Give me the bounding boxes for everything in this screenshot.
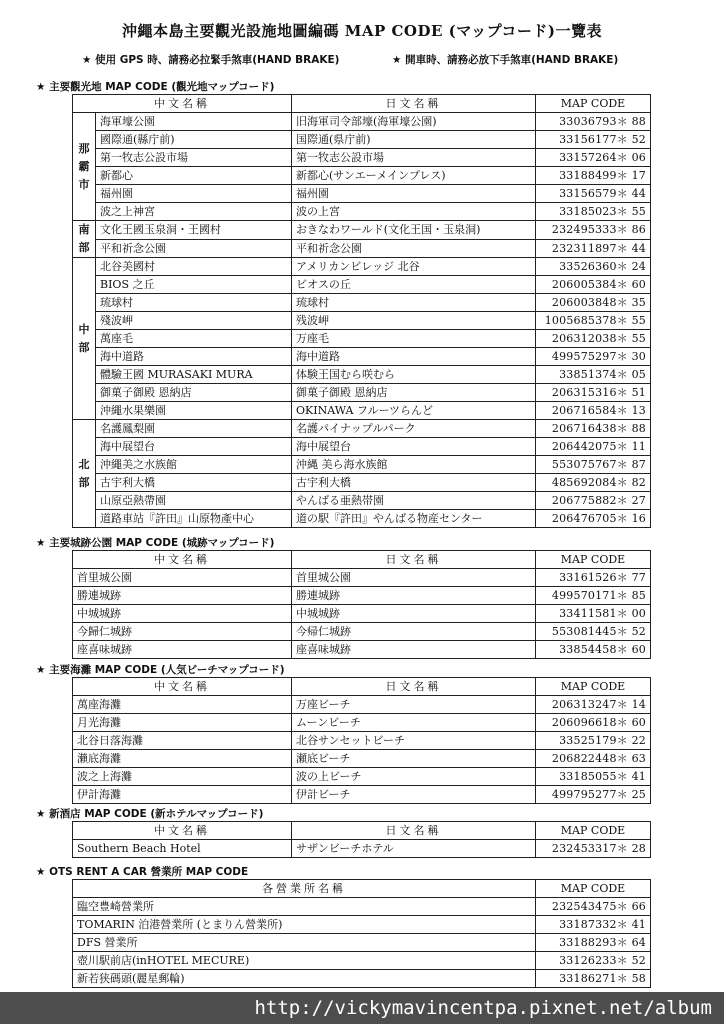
japanese-name-cell: ビオスの丘 xyxy=(292,276,536,294)
map-code-cell: 232495333＊ 86 xyxy=(536,221,651,240)
map-code-cell: 206716438＊ 88 xyxy=(536,420,651,438)
map-code-cell: 206005384＊ 60 xyxy=(536,276,651,294)
japanese-name-cell: 琉球村 xyxy=(292,294,536,312)
japanese-name-cell: 道の駅『許田』やんばる物産センター xyxy=(292,510,536,528)
attractions-table xyxy=(72,94,651,528)
table-row xyxy=(73,569,651,587)
japanese-name-cell: 海中道路 xyxy=(292,348,536,366)
office-name-cell: 臨空豊崎營業所 xyxy=(73,898,536,916)
chinese-name-cell: 波之上海灘 xyxy=(73,768,292,786)
japanese-name-cell: 伊計ビーチ xyxy=(292,786,536,804)
japanese-name-cell: 今帰仁城跡 xyxy=(292,623,536,641)
table-row xyxy=(73,113,651,131)
table-row xyxy=(73,898,651,916)
map-code-cell: 206312038＊ 55 xyxy=(536,330,651,348)
section-heading: ★ 主要城跡公園 MAP CODE (城跡マップコード) xyxy=(36,537,275,549)
chinese-name-cell: 御菓子御殿 恩納店 xyxy=(96,384,292,402)
section-heading: ★ 主要海灘 MAP CODE (人気ビーチマップコード) xyxy=(36,664,285,676)
castles-table xyxy=(72,550,651,659)
section-heading: ★ 新酒店 MAP CODE (新ホテルマップコード) xyxy=(36,808,264,820)
map-code-cell: 206003848＊ 35 xyxy=(536,294,651,312)
japanese-name-cell: 瀬底ビーチ xyxy=(292,750,536,768)
chinese-name-cell: 勝連城跡 xyxy=(73,587,292,605)
table-row xyxy=(73,149,651,167)
region-label-text: 北部 xyxy=(78,457,90,489)
chinese-name-cell: 平和祈念公園 xyxy=(96,239,292,258)
table-row xyxy=(73,438,651,456)
table-row xyxy=(73,185,651,203)
table-row xyxy=(73,840,651,858)
map-code-cell: 33854458＊ 60 xyxy=(536,641,651,659)
table-row xyxy=(73,714,651,732)
header-chinese-name: 中文名稱 xyxy=(73,551,292,569)
map-code-cell: 206096618＊ 60 xyxy=(536,714,651,732)
japanese-name-cell: 沖縄 美ら海水族館 xyxy=(292,456,536,474)
japanese-name-cell: 海中展望台 xyxy=(292,438,536,456)
chinese-name-cell: 文化王國玉泉洞・王國村 xyxy=(96,221,292,240)
chinese-name-cell: 萬座毛 xyxy=(96,330,292,348)
japanese-name-cell: ムーンビーチ xyxy=(292,714,536,732)
table-row xyxy=(73,587,651,605)
japanese-name-cell: おきなわワールド(文化王国・玉泉洞) xyxy=(292,221,536,240)
chinese-name-cell: 海中道路 xyxy=(96,348,292,366)
table-row xyxy=(73,641,651,659)
japanese-name-cell: 中城城跡 xyxy=(292,605,536,623)
region-label-text: 那霸市 xyxy=(78,141,90,191)
table-row xyxy=(73,348,651,366)
chinese-name-cell: 海軍壕公園 xyxy=(96,113,292,131)
map-code-cell: 206716584＊ 13 xyxy=(536,402,651,420)
rental-offices-table xyxy=(72,879,651,988)
table-row xyxy=(73,384,651,402)
header-chinese-name: 中文名稱 xyxy=(73,822,292,840)
map-code-cell: 499575297＊ 30 xyxy=(536,348,651,366)
map-code-cell: 33157264＊ 06 xyxy=(536,149,651,167)
chinese-name-cell: 北谷日落海灘 xyxy=(73,732,292,750)
region-label-text: 南部 xyxy=(78,223,90,254)
map-code-cell: 33185055＊ 41 xyxy=(536,768,651,786)
table-row xyxy=(73,402,651,420)
table-row xyxy=(73,294,651,312)
table-header-row xyxy=(73,678,651,696)
map-code-cell: 206476705＊ 16 xyxy=(536,510,651,528)
header-chinese-name: 中文名稱 xyxy=(73,678,292,696)
japanese-name-cell: 体験王国むら咲むら xyxy=(292,366,536,384)
watermark-url-bar: http://vickymavincentpa.pixnet.net/album xyxy=(0,992,724,1024)
chinese-name-cell: 瀨底海灘 xyxy=(73,750,292,768)
table-row xyxy=(73,221,651,240)
japanese-name-cell: 万座毛 xyxy=(292,330,536,348)
header-japanese-name: 日文名稱 xyxy=(292,822,536,840)
chinese-name-cell: BIOS 之丘 xyxy=(96,276,292,294)
map-code-cell: 33156177＊ 52 xyxy=(536,131,651,149)
chinese-name-cell: 座喜味城跡 xyxy=(73,641,292,659)
map-code-cell: 499795277＊ 25 xyxy=(536,786,651,804)
japanese-name-cell: 北谷サンセットビーチ xyxy=(292,732,536,750)
chinese-name-cell: 琉球村 xyxy=(96,294,292,312)
chinese-name-cell: 山原亞熱帶園 xyxy=(96,492,292,510)
table-row xyxy=(73,330,651,348)
header-map-code: MAP CODE xyxy=(536,678,651,696)
header-map-code: MAP CODE xyxy=(536,95,651,113)
section-heading: ★ 主要觀光地 MAP CODE (觀光地マップコード) xyxy=(36,81,275,93)
header-map-code: MAP CODE xyxy=(536,551,651,569)
table-row xyxy=(73,420,651,438)
table-header-row xyxy=(73,551,651,569)
japanese-name-cell: アメリカンビレッジ 北谷 xyxy=(292,258,536,276)
japanese-name-cell: OKINAWA フルーツらんど xyxy=(292,402,536,420)
office-name-cell: TOMARIN 泊港營業所 (とまりん營業所) xyxy=(73,916,536,934)
table-row xyxy=(73,510,651,528)
japanese-name-cell: 万座ビーチ xyxy=(292,696,536,714)
table-row xyxy=(73,366,651,384)
chinese-name-cell: 國際通(縣庁前) xyxy=(96,131,292,149)
japanese-name-cell: 波の上宮 xyxy=(292,203,536,221)
map-code-cell: 33036793＊ 88 xyxy=(536,113,651,131)
map-code-cell: 485692084＊ 82 xyxy=(536,474,651,492)
japanese-name-cell: 首里城公園 xyxy=(292,569,536,587)
region-label xyxy=(73,221,96,258)
table-row xyxy=(73,750,651,768)
map-code-cell: 232453317＊ 28 xyxy=(536,840,651,858)
chinese-name-cell: 海中展望台 xyxy=(96,438,292,456)
map-code-cell: 232543475＊ 66 xyxy=(536,898,651,916)
chinese-name-cell: Southern Beach Hotel xyxy=(73,840,292,858)
japanese-name-cell: 座喜味城跡 xyxy=(292,641,536,659)
table-row xyxy=(73,970,651,988)
office-name-cell: 新若狭碼頭(麗星郵輪) xyxy=(73,970,536,988)
map-code-cell: 553075767＊ 87 xyxy=(536,456,651,474)
chinese-name-cell: 萬座海灘 xyxy=(73,696,292,714)
region-label xyxy=(73,420,96,528)
table-header-row xyxy=(73,880,651,898)
chinese-name-cell: 體驗王國 MURASAKI MURA xyxy=(96,366,292,384)
chinese-name-cell: 今歸仁城跡 xyxy=(73,623,292,641)
chinese-name-cell: 沖繩美之水族館 xyxy=(96,456,292,474)
chinese-name-cell: 北谷美國村 xyxy=(96,258,292,276)
header-map-code: MAP CODE xyxy=(536,880,651,898)
table-row xyxy=(73,696,651,714)
chinese-name-cell: 福州園 xyxy=(96,185,292,203)
table-row xyxy=(73,492,651,510)
map-code-cell: 206775882＊ 27 xyxy=(536,492,651,510)
section-heading: ★ OTS RENT A CAR 營業所 MAP CODE xyxy=(36,866,249,878)
table-row xyxy=(73,916,651,934)
table-header-row xyxy=(73,822,651,840)
table-row xyxy=(73,952,651,970)
japanese-name-cell: 福州園 xyxy=(292,185,536,203)
japanese-name-cell: 新都心(サンエーメインプレス) xyxy=(292,167,536,185)
japanese-name-cell: サザンビーチホテル xyxy=(292,840,536,858)
chinese-name-cell: 波之上神宮 xyxy=(96,203,292,221)
table-row xyxy=(73,131,651,149)
map-code-cell: 206442075＊ 11 xyxy=(536,438,651,456)
chinese-name-cell: 殘波岬 xyxy=(96,312,292,330)
chinese-name-cell: 新都心 xyxy=(96,167,292,185)
table-row xyxy=(73,203,651,221)
map-code-cell: 33188499＊ 17 xyxy=(536,167,651,185)
table-row xyxy=(73,456,651,474)
table-row xyxy=(73,474,651,492)
table-row xyxy=(73,623,651,641)
region-label-text: 中部 xyxy=(78,322,90,354)
header-japanese-name: 日文名稱 xyxy=(292,95,536,113)
table-row xyxy=(73,768,651,786)
chinese-name-cell: 道路車站『許田』山原物產中心 xyxy=(96,510,292,528)
japanese-name-cell: 波の上ビーチ xyxy=(292,768,536,786)
map-code-cell: 206315316＊ 51 xyxy=(536,384,651,402)
table-row xyxy=(73,786,651,804)
table-row xyxy=(73,732,651,750)
header-map-code: MAP CODE xyxy=(536,822,651,840)
header-chinese-name: 中文名稱 xyxy=(73,95,292,113)
chinese-name-cell: 月光海灘 xyxy=(73,714,292,732)
table-row xyxy=(73,276,651,294)
beaches-table xyxy=(72,677,651,804)
office-name-cell: 壺川駅前店(inHOTEL MECURE) xyxy=(73,952,536,970)
note-right: ★ 開車時、請務必放下手煞車(HAND BRAKE) xyxy=(392,54,619,66)
map-code-cell: 33126233＊ 52 xyxy=(536,952,651,970)
japanese-name-cell: 御菓子御殿 恩納店 xyxy=(292,384,536,402)
table-header-row xyxy=(73,95,651,113)
map-code-cell: 232311897＊ 44 xyxy=(536,239,651,258)
map-code-cell: 33526360＊ 24 xyxy=(536,258,651,276)
hotels-table xyxy=(72,821,651,858)
table-row xyxy=(73,239,651,258)
japanese-name-cell: 第一牧志公設市場 xyxy=(292,149,536,167)
page-title: 沖繩本島主要觀光設施地圖編碼 MAP CODE (マップコード)一覽表 xyxy=(122,22,602,40)
map-code-cell: 33525179＊ 22 xyxy=(536,732,651,750)
header-japanese-name: 日文名稱 xyxy=(292,678,536,696)
note-left: ★ 使用 GPS 時、請務必拉緊手煞車(HAND BRAKE) xyxy=(82,54,340,66)
japanese-name-cell: 旧海軍司令部壕(海軍壕公園) xyxy=(292,113,536,131)
japanese-name-cell: 平和祈念公園 xyxy=(292,239,536,258)
map-code-cell: 33851374＊ 05 xyxy=(536,366,651,384)
map-code-cell: 206822448＊ 63 xyxy=(536,750,651,768)
map-code-cell: 33161526＊ 77 xyxy=(536,569,651,587)
map-code-cell: 553081445＊ 52 xyxy=(536,623,651,641)
region-label xyxy=(73,113,96,221)
region-label xyxy=(73,258,96,420)
map-code-cell: 33188293＊ 64 xyxy=(536,934,651,952)
table-row xyxy=(73,167,651,185)
office-name-cell: DFS 營業所 xyxy=(73,934,536,952)
japanese-name-cell: 国際通(県庁前) xyxy=(292,131,536,149)
map-code-cell: 1005685378＊ 55 xyxy=(536,312,651,330)
chinese-name-cell: 第一牧志公設市場 xyxy=(96,149,292,167)
map-code-cell: 33156579＊ 44 xyxy=(536,185,651,203)
table-row xyxy=(73,605,651,623)
chinese-name-cell: 名護鳳梨園 xyxy=(96,420,292,438)
map-code-cell: 206313247＊ 14 xyxy=(536,696,651,714)
table-row xyxy=(73,258,651,276)
japanese-name-cell: 残波岬 xyxy=(292,312,536,330)
header-japanese-name: 日文名稱 xyxy=(292,551,536,569)
chinese-name-cell: 中城城跡 xyxy=(73,605,292,623)
chinese-name-cell: 伊計海灘 xyxy=(73,786,292,804)
map-code-cell: 499570171＊ 85 xyxy=(536,587,651,605)
map-code-cell: 33186271＊ 58 xyxy=(536,970,651,988)
chinese-name-cell: 首里城公園 xyxy=(73,569,292,587)
table-row xyxy=(73,934,651,952)
chinese-name-cell: 古宇利大橋 xyxy=(96,474,292,492)
map-code-cell: 33185023＊ 55 xyxy=(536,203,651,221)
chinese-name-cell: 沖繩水果樂園 xyxy=(96,402,292,420)
table-row xyxy=(73,312,651,330)
japanese-name-cell: やんばる亜熱帯園 xyxy=(292,492,536,510)
japanese-name-cell: 名護パイナップルパーク xyxy=(292,420,536,438)
japanese-name-cell: 古宇利大橋 xyxy=(292,474,536,492)
header-office-name: 各營業所名稱 xyxy=(73,880,536,898)
map-code-cell: 33411581＊ 00 xyxy=(536,605,651,623)
japanese-name-cell: 勝連城跡 xyxy=(292,587,536,605)
map-code-cell: 33187332＊ 41 xyxy=(536,916,651,934)
